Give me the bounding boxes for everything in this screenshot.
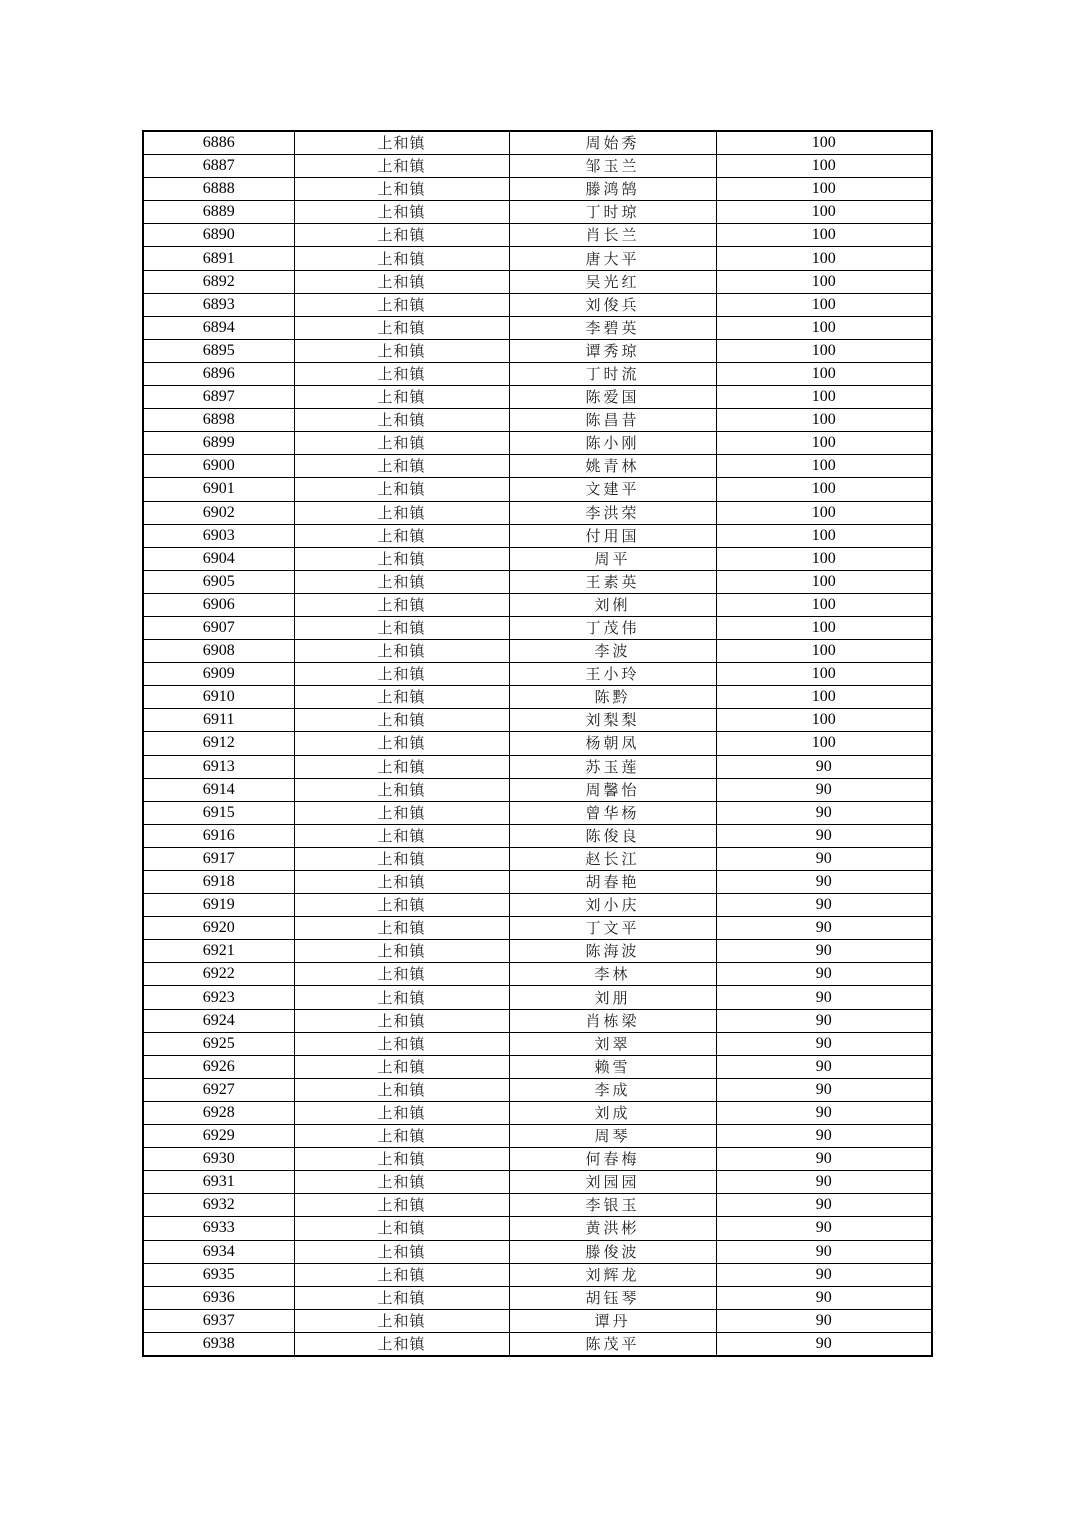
table-row [143,155,932,178]
name-cell: 李碧英 [509,316,716,339]
town-cell: 上和镇 [294,570,509,593]
name-cell: 丁茂伟 [509,616,716,639]
town-cell: 上和镇 [294,316,509,339]
row-number-cell: 6923 [143,986,294,1009]
name-cell: 谭丹 [509,1309,716,1332]
amount-cell: 90 [716,1309,932,1332]
table-row [143,316,932,339]
town-cell: 上和镇 [294,1217,509,1240]
row-number-cell: 6888 [143,178,294,201]
amount-cell: 100 [716,686,932,709]
table-row [143,386,932,409]
town-cell: 上和镇 [294,940,509,963]
table-row [143,940,932,963]
town-cell: 上和镇 [294,1078,509,1101]
town-cell: 上和镇 [294,1309,509,1332]
town-cell: 上和镇 [294,663,509,686]
town-cell: 上和镇 [294,362,509,385]
table-row [143,871,932,894]
amount-cell: 100 [716,247,932,270]
row-number-cell: 6895 [143,339,294,362]
table-row [143,270,932,293]
row-number-cell: 6897 [143,386,294,409]
table-row [143,201,932,224]
table-row [143,178,932,201]
town-cell: 上和镇 [294,709,509,732]
amount-cell: 100 [716,155,932,178]
name-cell: 陈小刚 [509,432,716,455]
name-cell: 刘辉龙 [509,1263,716,1286]
town-cell: 上和镇 [294,1194,509,1217]
town-cell: 上和镇 [294,894,509,917]
town-cell: 上和镇 [294,616,509,639]
row-number-cell: 6933 [143,1217,294,1240]
name-cell: 丁文平 [509,917,716,940]
name-cell: 李林 [509,963,716,986]
roster-table-body [143,131,932,1356]
amount-cell: 90 [716,963,932,986]
name-cell: 滕鸿鹄 [509,178,716,201]
town-cell: 上和镇 [294,1032,509,1055]
row-number-cell: 6930 [143,1148,294,1171]
row-number-cell: 6901 [143,478,294,501]
row-number-cell: 6894 [143,316,294,339]
table-row [143,293,932,316]
amount-cell: 100 [716,386,932,409]
name-cell: 杨朝凤 [509,732,716,755]
row-number-cell: 6912 [143,732,294,755]
row-number-cell: 6937 [143,1309,294,1332]
town-cell: 上和镇 [294,1171,509,1194]
town-cell: 上和镇 [294,778,509,801]
amount-cell: 100 [716,640,932,663]
amount-cell: 100 [716,732,932,755]
town-cell: 上和镇 [294,593,509,616]
amount-cell: 100 [716,201,932,224]
table-row [143,894,932,917]
name-cell: 谭秀琼 [509,339,716,362]
amount-cell: 90 [716,1263,932,1286]
table-row [143,1286,932,1309]
amount-cell: 100 [716,316,932,339]
name-cell: 赵长江 [509,847,716,870]
amount-cell: 90 [716,778,932,801]
table-row [143,247,932,270]
amount-cell: 90 [716,847,932,870]
table-row [143,478,932,501]
row-number-cell: 6921 [143,940,294,963]
town-cell: 上和镇 [294,686,509,709]
table-row [143,1217,932,1240]
amount-cell: 90 [716,1055,932,1078]
row-number-cell: 6904 [143,547,294,570]
town-cell: 上和镇 [294,801,509,824]
row-number-cell: 6929 [143,1125,294,1148]
amount-cell: 90 [716,940,932,963]
town-cell: 上和镇 [294,409,509,432]
amount-cell: 90 [716,917,932,940]
amount-cell: 100 [716,455,932,478]
row-number-cell: 6900 [143,455,294,478]
table-row [143,1171,932,1194]
name-cell: 陈海波 [509,940,716,963]
amount-cell: 90 [716,801,932,824]
row-number-cell: 6896 [143,362,294,385]
table-row [143,917,932,940]
table-row [143,570,932,593]
table-row [143,1009,932,1032]
town-cell: 上和镇 [294,178,509,201]
name-cell: 陈爱国 [509,386,716,409]
town-cell: 上和镇 [294,732,509,755]
amount-cell: 90 [716,1171,932,1194]
name-cell: 肖长兰 [509,224,716,247]
row-number-cell: 6926 [143,1055,294,1078]
amount-cell: 100 [716,224,932,247]
row-number-cell: 6907 [143,616,294,639]
table-row [143,547,932,570]
amount-cell: 100 [716,339,932,362]
row-number-cell: 6903 [143,524,294,547]
table-row [143,616,932,639]
name-cell: 胡钰琴 [509,1286,716,1309]
row-number-cell: 6919 [143,894,294,917]
table-row [143,1101,932,1124]
town-cell: 上和镇 [294,501,509,524]
town-cell: 上和镇 [294,963,509,986]
name-cell: 李银玉 [509,1194,716,1217]
name-cell: 曾华杨 [509,801,716,824]
town-cell: 上和镇 [294,871,509,894]
table-row [143,686,932,709]
name-cell: 陈俊良 [509,824,716,847]
name-cell: 黄洪彬 [509,1217,716,1240]
amount-cell: 100 [716,547,932,570]
town-cell: 上和镇 [294,339,509,362]
table-row [143,432,932,455]
row-number-cell: 6893 [143,293,294,316]
amount-cell: 90 [716,1101,932,1124]
table-row [143,778,932,801]
amount-cell: 100 [716,478,932,501]
name-cell: 刘园园 [509,1171,716,1194]
table-row [143,732,932,755]
table-row [143,963,932,986]
town-cell: 上和镇 [294,201,509,224]
amount-cell: 90 [716,1009,932,1032]
town-cell: 上和镇 [294,155,509,178]
table-row [143,524,932,547]
name-cell: 刘小庆 [509,894,716,917]
amount-cell: 90 [716,755,932,778]
name-cell: 刘成 [509,1101,716,1124]
amount-cell: 100 [716,293,932,316]
name-cell: 王小玲 [509,663,716,686]
amount-cell: 90 [716,1125,932,1148]
row-number-cell: 6932 [143,1194,294,1217]
name-cell: 刘朋 [509,986,716,1009]
roster-table [142,130,933,1357]
row-number-cell: 6910 [143,686,294,709]
town-cell: 上和镇 [294,270,509,293]
amount-cell: 100 [716,570,932,593]
row-number-cell: 6922 [143,963,294,986]
row-number-cell: 6913 [143,755,294,778]
row-number-cell: 6898 [143,409,294,432]
amount-cell: 100 [716,270,932,293]
row-number-cell: 6887 [143,155,294,178]
town-cell: 上和镇 [294,1101,509,1124]
amount-cell: 90 [716,1240,932,1263]
table-row [143,455,932,478]
town-cell: 上和镇 [294,1009,509,1032]
name-cell: 陈茂平 [509,1332,716,1356]
row-number-cell: 6891 [143,247,294,270]
row-number-cell: 6918 [143,871,294,894]
table-row [143,1055,932,1078]
row-number-cell: 6931 [143,1171,294,1194]
table-row [143,362,932,385]
row-number-cell: 6890 [143,224,294,247]
row-number-cell: 6899 [143,432,294,455]
amount-cell: 90 [716,1332,932,1356]
amount-cell: 100 [716,432,932,455]
town-cell: 上和镇 [294,847,509,870]
row-number-cell: 6908 [143,640,294,663]
table-row [143,1148,932,1171]
name-cell: 邹玉兰 [509,155,716,178]
amount-cell: 100 [716,362,932,385]
table-row [143,847,932,870]
name-cell: 文建平 [509,478,716,501]
name-cell: 胡春艳 [509,871,716,894]
row-number-cell: 6928 [143,1101,294,1124]
name-cell: 陈昌昔 [509,409,716,432]
name-cell: 刘俐 [509,593,716,616]
name-cell: 苏玉莲 [509,755,716,778]
amount-cell: 100 [716,616,932,639]
table-row [143,1332,932,1356]
name-cell: 何春梅 [509,1148,716,1171]
row-number-cell: 6920 [143,917,294,940]
town-cell: 上和镇 [294,755,509,778]
amount-cell: 90 [716,1078,932,1101]
amount-cell: 100 [716,663,932,686]
town-cell: 上和镇 [294,1286,509,1309]
table-row [143,801,932,824]
name-cell: 李洪荣 [509,501,716,524]
table-row [143,593,932,616]
amount-cell: 100 [716,409,932,432]
name-cell: 刘梨梨 [509,709,716,732]
town-cell: 上和镇 [294,917,509,940]
row-number-cell: 6889 [143,201,294,224]
town-cell: 上和镇 [294,1263,509,1286]
row-number-cell: 6936 [143,1286,294,1309]
town-cell: 上和镇 [294,478,509,501]
table-row [143,755,932,778]
amount-cell: 100 [716,709,932,732]
amount-cell: 90 [716,1032,932,1055]
name-cell: 李波 [509,640,716,663]
amount-cell: 100 [716,131,932,155]
row-number-cell: 6934 [143,1240,294,1263]
table-row [143,1032,932,1055]
table-row [143,409,932,432]
amount-cell: 100 [716,524,932,547]
amount-cell: 90 [716,824,932,847]
row-number-cell: 6909 [143,663,294,686]
table-row [143,1194,932,1217]
name-cell: 姚青林 [509,455,716,478]
town-cell: 上和镇 [294,455,509,478]
row-number-cell: 6906 [143,593,294,616]
name-cell: 李成 [509,1078,716,1101]
row-number-cell: 6917 [143,847,294,870]
table-row [143,1240,932,1263]
name-cell: 肖栋梁 [509,1009,716,1032]
row-number-cell: 6916 [143,824,294,847]
name-cell: 吴光红 [509,270,716,293]
amount-cell: 90 [716,986,932,1009]
name-cell: 丁时流 [509,362,716,385]
table-row [143,1309,932,1332]
amount-cell: 100 [716,178,932,201]
town-cell: 上和镇 [294,247,509,270]
table-row [143,824,932,847]
name-cell: 周始秀 [509,131,716,155]
town-cell: 上和镇 [294,224,509,247]
name-cell: 刘翠 [509,1032,716,1055]
row-number-cell: 6927 [143,1078,294,1101]
row-number-cell: 6902 [143,501,294,524]
amount-cell: 90 [716,1286,932,1309]
table-row [143,986,932,1009]
town-cell: 上和镇 [294,1055,509,1078]
amount-cell: 90 [716,1194,932,1217]
amount-cell: 90 [716,871,932,894]
name-cell: 周琴 [509,1125,716,1148]
town-cell: 上和镇 [294,986,509,1009]
row-number-cell: 6892 [143,270,294,293]
row-number-cell: 6914 [143,778,294,801]
table-row [143,663,932,686]
amount-cell: 90 [716,894,932,917]
table-row [143,709,932,732]
name-cell: 滕俊波 [509,1240,716,1263]
row-number-cell: 6911 [143,709,294,732]
name-cell: 付用国 [509,524,716,547]
town-cell: 上和镇 [294,293,509,316]
town-cell: 上和镇 [294,1125,509,1148]
town-cell: 上和镇 [294,824,509,847]
table-row [143,640,932,663]
name-cell: 唐大平 [509,247,716,270]
town-cell: 上和镇 [294,547,509,570]
table-row [143,1078,932,1101]
town-cell: 上和镇 [294,1148,509,1171]
amount-cell: 100 [716,501,932,524]
row-number-cell: 6925 [143,1032,294,1055]
town-cell: 上和镇 [294,386,509,409]
row-number-cell: 6935 [143,1263,294,1286]
name-cell: 陈黔 [509,686,716,709]
row-number-cell: 6886 [143,131,294,155]
row-number-cell: 6924 [143,1009,294,1032]
town-cell: 上和镇 [294,1332,509,1356]
row-number-cell: 6938 [143,1332,294,1356]
town-cell: 上和镇 [294,1240,509,1263]
table-row [143,131,932,155]
town-cell: 上和镇 [294,432,509,455]
row-number-cell: 6915 [143,801,294,824]
town-cell: 上和镇 [294,131,509,155]
table-row [143,501,932,524]
name-cell: 周馨怡 [509,778,716,801]
town-cell: 上和镇 [294,524,509,547]
amount-cell: 90 [716,1217,932,1240]
name-cell: 王素英 [509,570,716,593]
town-cell: 上和镇 [294,640,509,663]
row-number-cell: 6905 [143,570,294,593]
table-row [143,339,932,362]
name-cell: 赖雪 [509,1055,716,1078]
amount-cell: 90 [716,1148,932,1171]
table-row [143,224,932,247]
table-row [143,1263,932,1286]
table-row [143,1125,932,1148]
name-cell: 周平 [509,547,716,570]
name-cell: 刘俊兵 [509,293,716,316]
name-cell: 丁时琼 [509,201,716,224]
amount-cell: 100 [716,593,932,616]
